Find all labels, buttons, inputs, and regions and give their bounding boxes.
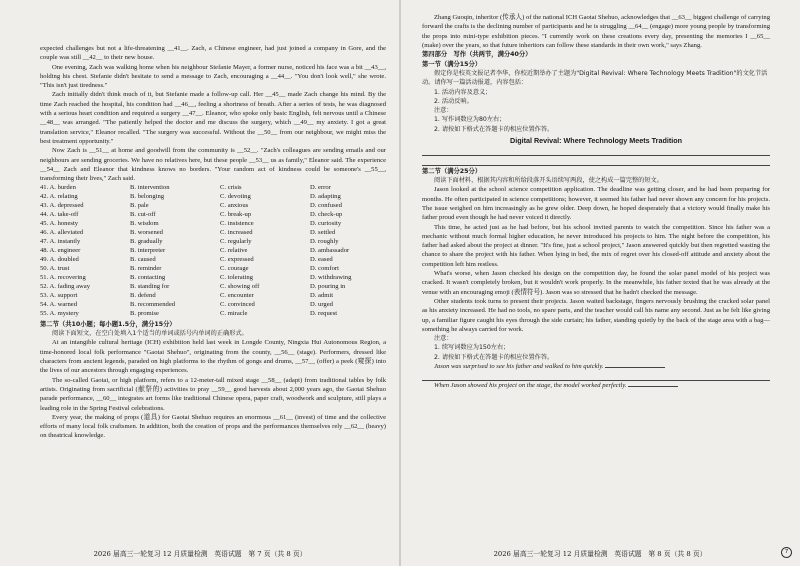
story-paragraph-4: Other students took turns to present their projects. Jason waited backstage, fingers nervously brushing the cracked solar panel as his anxiety increased. He had no tools, no spare parts, and the teacher would call his name any second. Just as he felt like giving up, a familiar figure caught his eyes through the side curtain; his father, standing quietly by the back of the stage area with a bag—something he always carried for work. <box>422 297 770 333</box>
gap-fill-paragraph-1: At an intangible cultural heritage (ICH) exhibition held last week in Longde County, Ningxia Hui Autonomous Region, a time-honored local folk performance "Gaotai Shehuo", originating from the county, __56__ (stage). Performers, dressed like characters from ancient legends, paraded on high platforms to the rhythm of gongs and drums, __57__ (offer) a peek (窥探) into the lives of our ancestors through engaging experiences. <box>40 339 386 375</box>
section-2-instructions: 阅读下面短文，在空白处填入1个适当的单词或括号内单词的正确形式。 <box>52 330 248 338</box>
option-q54-c: C. convinced <box>220 300 255 308</box>
option-q44-d: D. check-up <box>310 211 343 219</box>
option-q55-a: 55. A. mystery <box>40 309 79 317</box>
writing-line <box>422 156 770 165</box>
continuation-note-1: 1. 续写词数应为150左右； <box>434 344 510 352</box>
option-q54-b: B. recommended <box>130 300 176 308</box>
option-q46-d: D. settled <box>310 229 336 237</box>
section-2-title: 第二节（共10小题；每小题1.5分，满分15分） <box>40 320 176 328</box>
option-q42-c: C. devoting <box>220 193 251 201</box>
option-q44-a: 44. A. take-off <box>40 211 79 219</box>
note-1: 1. 写作词数应为80左右； <box>434 116 506 124</box>
writing-line <box>422 147 770 156</box>
writing-section-1-title: 第一节（满分15分） <box>422 60 482 68</box>
option-q43-a: 43. A. depressed <box>40 202 84 210</box>
option-q50-d: D. comfort <box>310 265 339 273</box>
option-q42-d: D. adapting <box>310 193 341 201</box>
option-q45-c: C. insistence <box>220 220 254 228</box>
continuation-note-2: 2. 请按如下格式在答题卡的相应位置作答。 <box>434 353 554 361</box>
option-q51-b: B. contacting <box>130 273 166 281</box>
writing-section-2-instructions: 阅读下面材料，根据其内容和所给段落开头语续写两段，使之构成一篇完整的短文。 <box>434 177 663 185</box>
option-q44-c: C. break-up <box>220 211 252 219</box>
option-q43-d: D. confused <box>310 202 342 210</box>
essay-title: Digital Revival: Where Technology Meets Tradition <box>510 136 682 146</box>
option-q47-c: C. regularly <box>220 238 252 246</box>
option-q48-c: C. relative <box>220 247 248 255</box>
option-q47-a: 47. A. instantly <box>40 238 81 246</box>
option-q53-d: D. admit <box>310 291 334 299</box>
continuation-prompt-2 <box>422 381 770 391</box>
gap-fill-paragraph-3: Every year, the making of props (道具) for Gaotai Shehuo requires an enormous __61__ (invest) of time and the collective efforts of many local folk craftsmen. In addition, both the creation of props and the performances themselves rely __62__ (heavy) on theatrical knowledge. <box>40 413 386 440</box>
option-q48-b: B. interpreter <box>130 247 166 255</box>
option-q50-c: C. courage <box>220 265 249 273</box>
option-q49-b: B. caused <box>130 256 156 264</box>
page-footer-right: 2026 届高三一轮复习 12 月质量检测 英语试题 第 8 页（共 8 页） <box>493 550 707 558</box>
task-point-2: 2. 活动反响。 <box>434 97 473 105</box>
option-q52-c: C. showing off <box>220 282 260 290</box>
option-q52-b: B. standing for <box>130 282 170 290</box>
cloze-paragraph-4: Now Zach is __51__ at home and goodwill from the community is __52__. "Zach's colleagues are sending emails and our neighbours are sending groceries. We have no relatives here, but these people __53__ us as family," Eleanor said. The experience __54__ Zach and Eleanor that kindness knows no borders. "Your random act of kindness could be someone's __55__, transforming their lives," Zach said. <box>40 147 386 183</box>
prompt-1-text: Jason was surprised to see his father and walked to him quickly. <box>434 363 604 371</box>
part-4-title: 第四部分 写作（共两节，满分40分） <box>422 51 532 59</box>
cloze-paragraph-1: expected challenges but not a life-threatening __41__. Zach, a Chinese engineer, had just joined a company in Gore, and the couple was still __42__ to their new house. <box>40 45 386 62</box>
option-q55-d: D. request <box>310 309 338 317</box>
option-q51-a: 51. A. recovering <box>40 273 86 281</box>
option-q48-a: 48. A. engineer <box>40 247 81 255</box>
gap-fill-paragraph-4: Zhang Guoqin, inheritor (传承人) of the national ICH Gaotai Shehuo, acknowledges that __63__ biggest challenge of carrying forward the crafts is the declining number of participants and he is struggling __64__ (engage) more young people by transforming the props into mini-type exhibition pieces. "I currently work on these creations every day, presenting the memories I __65__ (make) over the years, so that future inheritors can follow these standards in their own work," says Zhang. <box>422 14 770 49</box>
option-q43-b: B. pale <box>130 202 149 210</box>
option-q50-b: B. reminder <box>130 265 162 273</box>
note-2: 2. 请按如下格式在答题卡的相应位置作答。 <box>434 125 554 133</box>
cloze-paragraph-3: Zach initially didn't think much of it, but Stefanie made a follow-up call. Her __45__ made Zach change his mind. By the time Zach reached the hospital, his condition had __46__, feeling a shortness of breath. After a series of tests, he was diagnosed with a serious heart condition and required a surgery __47__. Eleanor, who spoke only basic English, felt nervous until a Chinese __48__ was arranged. "The patiently helped the doctor and me discuss the surgery, which __49__ my anxiety. I got a great translation service," Eleanor recalled. "The surgery was successful. Without the __50__ from our neighbour, we might miss the best treatment opportunity." <box>40 91 386 145</box>
option-q46-b: B. worsened <box>130 229 163 237</box>
gap-fill-paragraph-2: The so-called Gaotai, or high platform, refers to a 12-meter-tall mixed stage __58__ (adapt) from traditional tables by folk artists. Originating from sacrificial (献祭的) activities to pray __59__ good harvests about 2,000 years ago, the Gaotai Shehuo parade performance, __60__ integrates art forms like traditional Chinese opera, paper craft, woodwork and sculpture, still plays a leading role in the Spring Festival celebrations. <box>40 376 386 412</box>
option-q46-a: 46. A. alleviated <box>40 229 84 237</box>
option-q44-b: B. cut-off <box>130 211 156 219</box>
option-q53-c: C. encounter <box>220 291 254 299</box>
option-q49-c: C. expressed <box>220 256 254 264</box>
option-q55-b: B. promise <box>130 309 159 317</box>
option-q51-c: C. tolerating <box>220 273 253 281</box>
option-q45-d: D. curiosity <box>310 220 342 228</box>
writing-line <box>422 372 770 381</box>
writing-section-2-title: 第二节（满分25分） <box>422 167 482 175</box>
option-q41-a: 41. A. burden <box>40 184 76 192</box>
option-q52-a: 52. A. fading away <box>40 282 90 290</box>
task-point-1: 1. 活动内容及意义； <box>434 88 492 96</box>
option-q51-d: D. withdrawing <box>310 273 352 281</box>
option-q43-c: C. anxious <box>220 202 249 210</box>
option-q41-c: C. crisis <box>220 184 242 192</box>
option-q41-b: B. intervention <box>130 184 170 192</box>
option-q42-b: B. belonging <box>130 193 165 201</box>
option-q54-a: 54. A. warned <box>40 300 77 308</box>
story-paragraph-1: Jason looked at the school science competition application. The deadline was getting closer, and he had been preparing for months. He often participated in science competitions; however, it seemed his father had never shown any concern for his projects. The issue weighed on him increasingly as he grew older. Deep down, he hoped desperately that a victory would finally make his father proud even though he had never voiced it directly. <box>422 186 770 222</box>
page-number-circle: 7 <box>781 547 792 558</box>
option-q53-b: B. defend <box>130 291 156 299</box>
option-q50-a: 50. A. trust <box>40 265 70 273</box>
story-paragraph-3: What's worse, when Jason checked his design on the competition day, he found the solar panel model of his project was cracked. It wasn't completely broken, but it wouldn't work properly. In the meanwhile, his father texted that he was already at the venue with an encouraging emoji (表情符号). Jason was so stressed that he hadn't checked the message. <box>422 270 770 296</box>
option-q53-a: 53. A. support <box>40 291 78 299</box>
option-q54-d: D. urged <box>310 300 333 308</box>
prompt-2-text: When Jason showed his project on the stage, the model worked perfectly. <box>434 382 627 390</box>
option-q45-b: B. wisdom <box>130 220 159 228</box>
option-q52-d: D. pouring in <box>310 282 346 290</box>
answer-line <box>605 367 665 368</box>
option-q48-d: D. ambassador <box>310 247 350 255</box>
option-q47-b: B. gradually <box>130 238 163 246</box>
cloze-options-grid <box>40 184 386 318</box>
story-paragraph-2: This time, he acted just as he had before, but his school invited parents to watch the competition. Since his father was a mechanic without much formal higher education, he never introduced his projects to him. The night before the competition, his father had asked about the project at dinner. "It's fine, just a school project," Jason answered quickly but then regretted wasting the chance to share the project with his father. When lying in bed, the mix of regret over his closed-off attitude and anxiety about the competition left him restless. <box>422 223 770 268</box>
cloze-paragraph-2: One evening, Zach was walking home when his neighbour Stefanie Mayer, a former nurse, noticed his face was a bit __43__, holding his chest. Stefanie didn't hesitate to send a message to Zach, encouraging a __44__. "You don't look well," she wrote. "This isn't just tiredness." <box>40 63 386 90</box>
option-q45-a: 45. A. honesty <box>40 220 79 228</box>
option-q42-a: 42. A. relating <box>40 193 78 201</box>
option-q49-a: 49. A. doubled <box>40 256 79 264</box>
option-q55-c: C. miracle <box>220 309 248 317</box>
option-q41-d: D. error <box>310 184 331 192</box>
note-2-label: 注意： <box>434 335 453 343</box>
option-q46-c: C. increased <box>220 229 253 237</box>
answer-line <box>628 386 678 387</box>
option-q47-d: D. roughly <box>310 238 339 246</box>
option-q49-d: D. eased <box>310 256 333 264</box>
writing-task-description: 假定你是校英文报记者李华，你校近期举办了主题为"Digital Revival: Where Technology Meets Tradition"的文化节活动。请你写一篇活动报道，内容包括： <box>422 70 768 87</box>
page-footer-left: 2026 届高三一轮复习 12 月质量检测 英语试题 第 7 页（共 8 页） <box>93 550 307 558</box>
continuation-prompt-1 <box>422 362 770 372</box>
note-label: 注意： <box>434 107 453 115</box>
page-8 <box>400 0 800 566</box>
